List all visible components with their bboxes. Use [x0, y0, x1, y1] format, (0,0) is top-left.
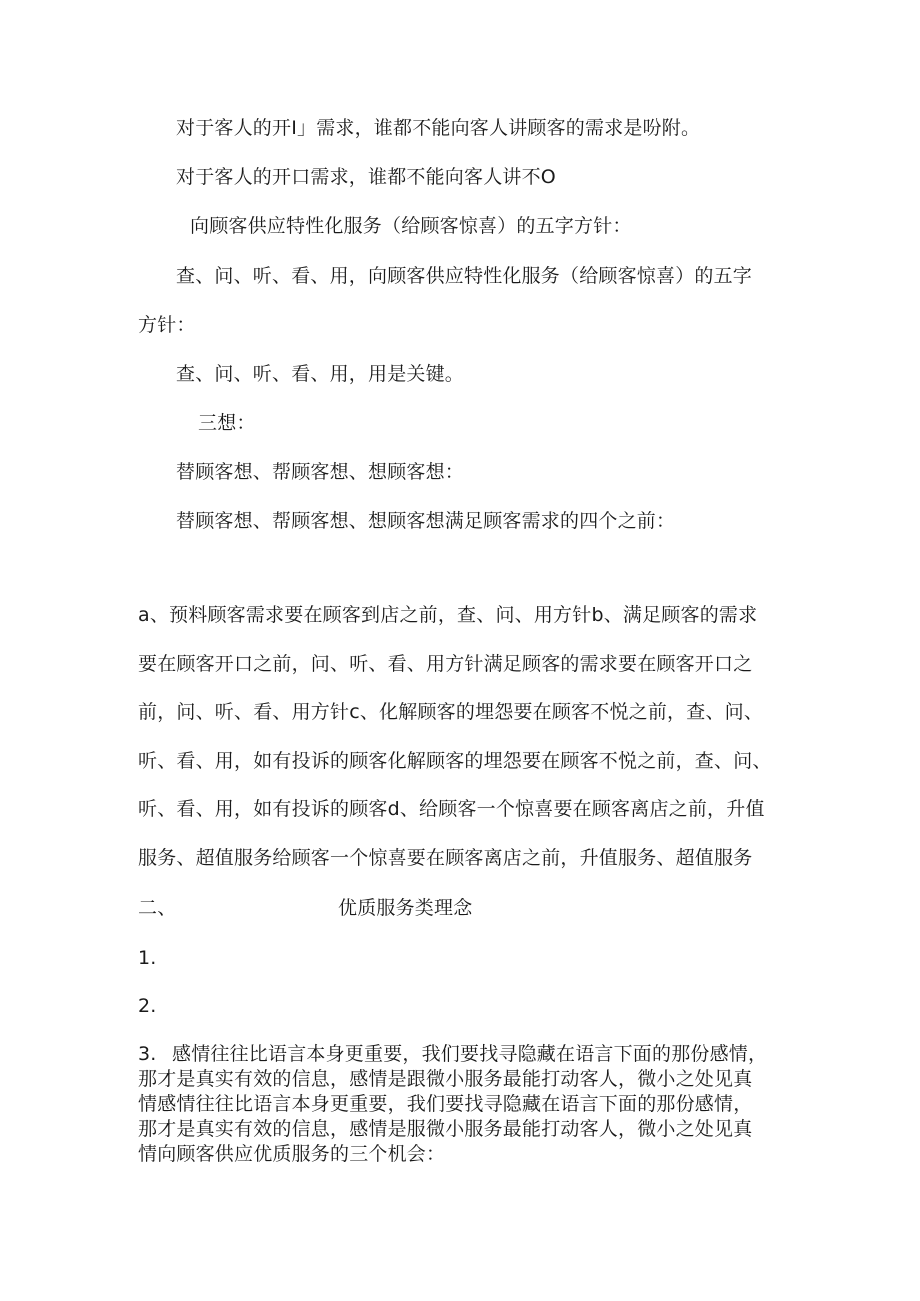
- text-line-5: 查、问、听、看、用，用是关键。: [176, 363, 465, 385]
- list-number-3: 3.: [138, 1043, 157, 1065]
- text-line-4b: 方针：: [138, 314, 196, 336]
- text-line-3: 向顾客供应特性化服务（给顾客惊喜）的五字方针：: [190, 215, 632, 237]
- paragraph-abcd: [138, 591, 798, 882]
- text-line-7: 替顾客想、帮顾客想、想顾客想：: [176, 461, 465, 483]
- list-item-3-line-1: 3. 感情往往比语言本身更重要，我们要找寻隐藏在语言下面的那份感情，: [138, 1043, 768, 1065]
- text-line-1: 对于客人的开I」需求，谁都不能向客人讲顾客的需求是吩附。: [176, 117, 701, 139]
- section-number: 二、: [138, 897, 177, 919]
- text-line-6: 三想：: [198, 412, 256, 434]
- list-number-1: 1.: [138, 947, 157, 969]
- paragraph-line: 要在顾客开口之前，问、听、看、用方针满足顾客的需求要在顾客开口之: [138, 652, 753, 675]
- paragraph-line: 前，问、听、看、用方针c、化解顾客的埋怨要在顾客不悦之前，查、问、: [138, 701, 764, 723]
- paragraph-line: 服务、超值服务给顾客一个惊喜要在顾客离店之前，升值服务、超值服务: [138, 846, 753, 869]
- text-line-4a: 查、问、听、看、用，向顾客供应特性化服务（给顾客惊喜）的五字: [176, 265, 753, 287]
- list-item-3: [138, 1042, 798, 1167]
- list-item-3-line: 情向顾客供应优质服务的三个机会：: [138, 1143, 446, 1165]
- list-number-2: 2.: [138, 995, 157, 1017]
- section-title: 优质服务类理念: [338, 897, 473, 919]
- paragraph-line: a、预料顾客需求要在顾客到店之前，查、问、用方针b、满足顾客的需求: [138, 604, 758, 626]
- list-item-3-line: 那才是真实有效的信息，感情是跟微小服务最能打动客人，微小之处见真: [138, 1068, 753, 1090]
- paragraph-line: 听、看、用，如有投诉的顾客d、给顾客一个惊喜要在顾客离店之前，升值: [138, 798, 765, 820]
- list-item-3-line: 情感情往往比语言本身更重要，我们要找寻隐藏在语言下面的那份感情，: [138, 1093, 753, 1115]
- text-line-8: 替顾客想、帮顾客想、想顾客想满足顾客需求的四个之前：: [176, 510, 676, 532]
- paragraph-line: 听、看、用，如有投诉的顾客化解顾客的埋怨要在顾客不悦之前，查、问、: [138, 749, 772, 772]
- text-line-2: 对于客人的开口需求，谁都不能向客人讲不O: [176, 166, 556, 188]
- list-item-3-line: 那才是真实有效的信息，感情是服微小服务最能打动客人，微小之处见真: [138, 1118, 753, 1140]
